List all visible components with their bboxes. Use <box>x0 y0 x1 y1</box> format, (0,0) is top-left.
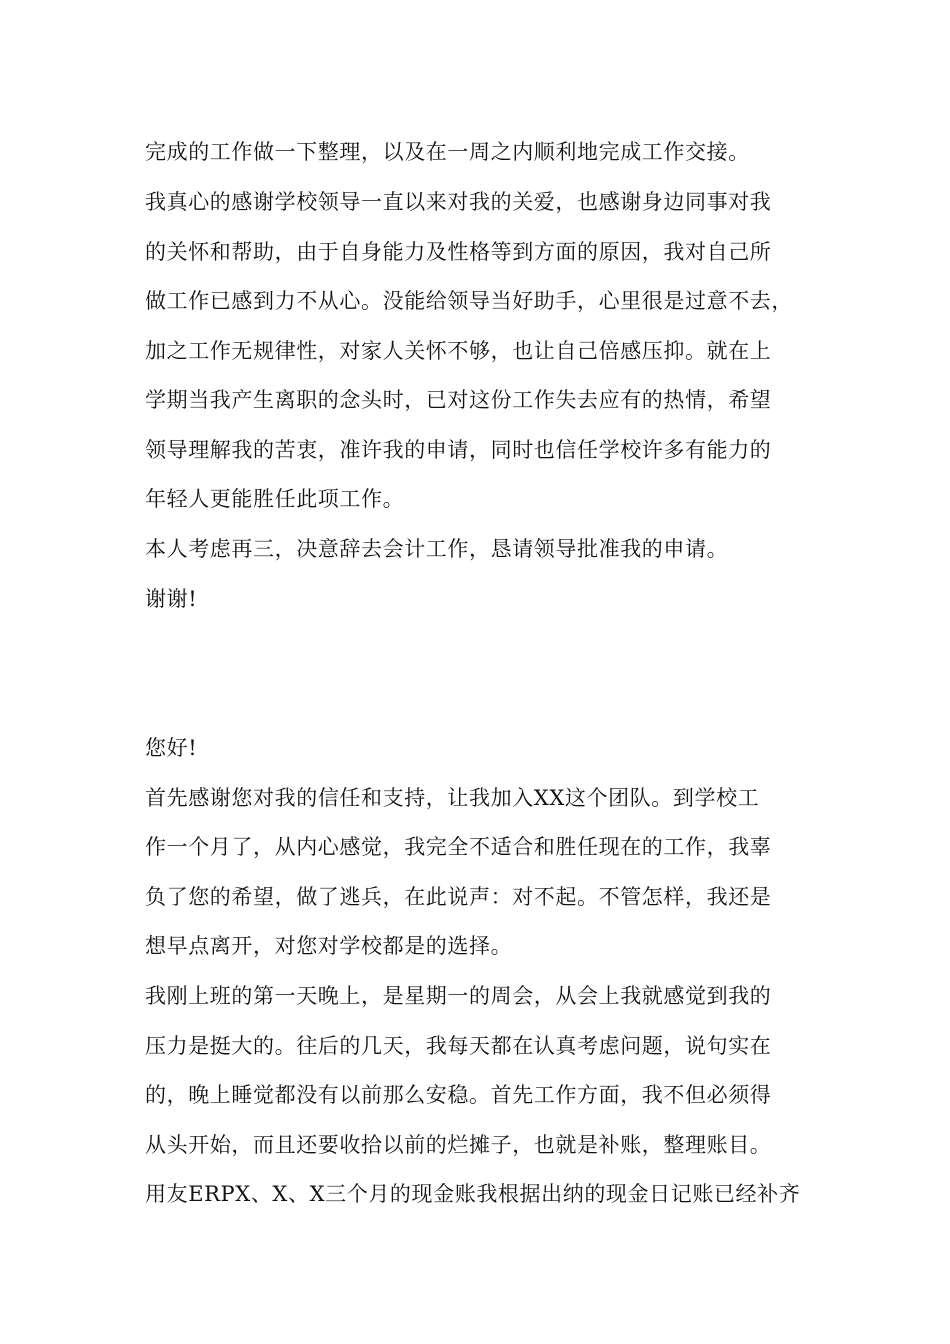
text-line: 加之工作无规律性，对家人关怀不够，也让自己倍感压抑。就在上 <box>145 339 772 363</box>
text-line: 从头开始，而且还要收拾以前的烂摊子，也就是补账，整理账目。 <box>145 1133 772 1157</box>
text-line: 的，晚上睡觉都没有以前那么安稳。首先工作方面，我不但必须得 <box>145 1083 772 1107</box>
text-line: 压力是挺大的。往后的几天，我每天都在认真考虑问题，说句实在 <box>145 1034 772 1058</box>
text-line: 作一个月了，从内心感觉，我完全不适合和胜任现在的工作，我辜 <box>145 835 772 859</box>
text-line: 完成的工作做一下整理，以及在一周之内顺利地完成工作交接。 <box>145 140 750 164</box>
text-line: 领导理解我的苦衷，准许我的申请，同时也信任学校许多有能力的 <box>145 438 772 462</box>
text-line: 谢谢! <box>145 587 198 611</box>
text-line: 我刚上班的第一天晚上，是星期一的周会，从会上我就感觉到我的 <box>145 984 772 1008</box>
text-line: 负了您的希望，做了逃兵，在此说声：对不起。不管怎样，我还是 <box>145 885 772 909</box>
text-line: 想早点离开，对您对学校都是的选择。 <box>145 934 513 958</box>
text-line: 的关怀和帮助，由于自身能力及性格等到方面的原因，我对自己所 <box>145 240 772 264</box>
text-line: 您好! <box>145 736 198 760</box>
text-line: 我真心的感谢学校领导一直以来对我的关爱，也感谢身边同事对我 <box>145 190 772 214</box>
text-line: 年轻人更能胜任此项工作。 <box>145 487 405 511</box>
text-line: 做工作已感到力不从心。没能给领导当好助手，心里很是过意不去， <box>145 289 793 313</box>
text-line: 用友ERPX、X、X三个月的现金账我根据出纳的现金日记账已经补齐 <box>145 1182 801 1206</box>
text-line: 本人考虑再三，决意辞去会计工作，恳请领导批准我的申请。 <box>145 537 729 561</box>
text-line: 学期当我产生离职的念头时，已对这份工作失去应有的热情，希望 <box>145 388 772 412</box>
text-line: 首先感谢您对我的信任和支持，让我加入XX这个团队。到学校工 <box>145 786 760 810</box>
